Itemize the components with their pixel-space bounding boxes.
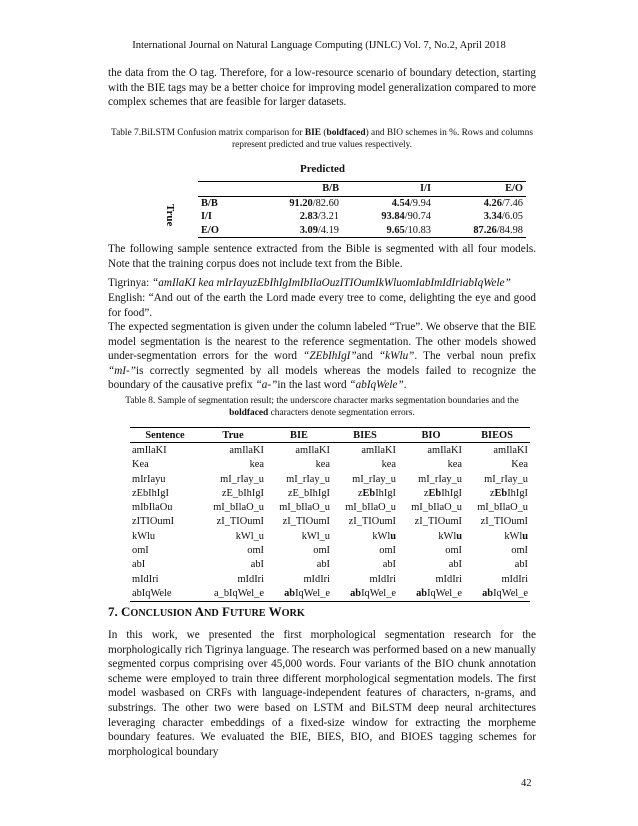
table8-cell [332, 572, 398, 586]
table7-cell [434, 196, 526, 210]
table8-cell-text: abI [514, 559, 528, 571]
table8-cell [130, 529, 200, 543]
table8-cell-text: IhIgI [441, 487, 462, 499]
table7-cell [342, 210, 434, 224]
tigrinya-line [108, 276, 536, 291]
table8-row [130, 543, 530, 557]
table8-cell-text: omI [511, 545, 528, 557]
table8-cell [398, 500, 464, 514]
table8-cell-text: zE_bIhIgI [287, 487, 330, 499]
table8-cell [266, 458, 332, 472]
table7-cell-bio-value: /10.83 [404, 224, 431, 236]
table8-cell [398, 586, 464, 601]
table8-error-segment: ab [482, 587, 494, 599]
table8-cell-text: mI_bIlaO_u [345, 502, 396, 514]
table8-row [130, 458, 530, 472]
table8-cell-text: IhIgI [375, 487, 396, 499]
table7-caption-mid: ( [321, 128, 327, 138]
table8-cell [398, 443, 464, 458]
table8-row [130, 529, 530, 543]
table8-cell [266, 443, 332, 458]
table8-cell [200, 458, 266, 472]
table8-row [130, 572, 530, 586]
table8-cell [130, 443, 200, 458]
table8-cell [464, 558, 530, 572]
analysis-word: “mI-” [108, 364, 136, 377]
table8-cell-text: abI [382, 559, 396, 571]
table8-cell [200, 472, 266, 486]
table8-cell-text: IhIgI [507, 487, 528, 499]
table8-cell [332, 443, 398, 458]
table8-cell-text: abI [448, 559, 462, 571]
table8-cell [332, 558, 398, 572]
table7-cell-bie-value: 3.09 [299, 224, 318, 236]
table8-cell-text: IqWel_e [427, 587, 462, 599]
table8-cell-text: kea [315, 459, 330, 471]
section-title-part: C [121, 604, 131, 619]
table8-cell-text: mI_rIay_u [286, 473, 330, 485]
table8-cell-text: IqWel_e [295, 587, 330, 599]
table8-cell-text: mIdIri [132, 573, 159, 585]
table7-cell [342, 196, 434, 210]
table8-col-header: BIES [332, 428, 398, 443]
table8-error-segment: u [522, 530, 528, 542]
table8-cell [398, 558, 464, 572]
table8-cell-text: amIlaKI [132, 444, 167, 456]
table7-cell [250, 210, 342, 224]
table7-cell [342, 224, 434, 238]
table7-cell [434, 210, 526, 224]
table8-cell [266, 515, 332, 529]
table8-row [130, 515, 530, 529]
table7-cell-bie-value: 4.26 [483, 197, 502, 209]
table8-cell [200, 486, 266, 500]
table8-cell [464, 486, 530, 500]
table7-row [198, 210, 526, 224]
table7-caption-bie: BIE [304, 128, 322, 138]
table8-cell-text: abI [132, 559, 146, 571]
section-title-part: ORK [281, 608, 305, 619]
table8-cell [398, 572, 464, 586]
table8-cell-text: abIqWele [132, 587, 172, 599]
table7-cell-bie-value: 87.26 [473, 224, 497, 236]
table8-cell-text: Kea [511, 459, 528, 471]
table7-cell-bie-value: 3.34 [483, 211, 502, 223]
table8-cell [464, 458, 530, 472]
table8-cell-text: abI [250, 559, 264, 571]
table7-col-header: B/B [250, 182, 342, 197]
table8-cell-text: mI_rIay_u [484, 473, 528, 485]
paragraph-intro: the data from the O tag. Therefore, for a low-resource scenario of boundary detection, starting with the BIE tags may be a better choice for improving model generalization compared to more complex schemes that are feasible for larger datasets. [108, 67, 536, 109]
table7-cell-bio-value: /7.46 [501, 197, 523, 209]
table8-error-segment: u [390, 530, 396, 542]
table8-cell [464, 586, 530, 601]
table8-cell [266, 586, 332, 601]
table8-cell-text: mI_bIlaO_u [411, 502, 462, 514]
table7-cell-bie-value: 93.84 [381, 211, 405, 223]
analysis-text: in the last word [277, 379, 350, 392]
table8-cell-text: amIlaKI [229, 444, 264, 456]
table7-cell-bie-value: 4.54 [391, 197, 410, 209]
section-title-part: UTURE [229, 608, 266, 619]
table7-cell-bie-value: 91.20 [289, 197, 313, 209]
table8-cell [398, 486, 464, 500]
table8-error-segment: Eb [428, 487, 442, 499]
table8-cell-text: Kea [132, 459, 149, 471]
table7-corner [198, 182, 250, 197]
table8-cell [464, 443, 530, 458]
table8-cell [130, 458, 200, 472]
table8-cell-text: kWl_u [235, 530, 264, 542]
segmentation-sample-table [130, 427, 530, 602]
section-number: 7. [108, 604, 121, 619]
tigrinya-sentence: “amIlaKI kea mIrIayuzEbIhIgImIbIlaOuzITIOumIkWluomIabImIdIriabIqWele” [152, 277, 511, 289]
table8-cell-text: mI_bIlaO_u [279, 502, 330, 514]
table8-cell [266, 486, 332, 500]
table7-cell-bie-value: 9.65 [386, 224, 405, 236]
table8-cell [200, 572, 266, 586]
analysis-word: “kWlu” [378, 350, 415, 363]
table8-col-header: Sentence [130, 428, 200, 443]
table8-cell-text: IqWel_e [361, 587, 396, 599]
table8-cell [200, 443, 266, 458]
journal-header: International Journal on Natural Language Computing (IJNLC) Vol. 7, No.2, April 2018 [132, 40, 506, 51]
table7-cell-bio-value: /90.74 [404, 211, 431, 223]
table8-cell-text: omI [445, 545, 462, 557]
table8-cell [266, 572, 332, 586]
table8-cell-text: kWl [372, 530, 391, 542]
table7-caption-pre: Table 7.BiLSTM Confusion matrix comparison for [111, 128, 305, 138]
table7-cell-bio-value: /82.60 [312, 197, 339, 209]
table8-cell-text: z [423, 487, 429, 499]
table8-col-header: BIO [398, 428, 464, 443]
table8-cell [266, 472, 332, 486]
table8-cell-text: kWl [504, 530, 523, 542]
table7-caption [108, 127, 536, 152]
table7-cell-bio-value: /3.21 [317, 211, 339, 223]
table7-cell [250, 224, 342, 238]
table7-col-header: E/O [434, 182, 526, 197]
table8-cell-text: kea [381, 459, 396, 471]
table8-cell [398, 472, 464, 486]
table8-cell-text: z [357, 487, 363, 499]
table8-cell [332, 500, 398, 514]
table8-cell [130, 500, 200, 514]
table8-cell [130, 515, 200, 529]
section-title-part: W [265, 604, 282, 619]
table8-cell [200, 529, 266, 543]
analysis-text: is correctly segmented by all models whereas the models failed to recognize the boundary of the causative prefix [108, 364, 536, 392]
table8-cell-text: kea [249, 459, 264, 471]
table7-cell-bio-value: /84.98 [496, 224, 523, 236]
table8-cell [464, 472, 530, 486]
table8-cell-text: zI_TIOumI [348, 516, 396, 528]
table8-error-segment: Eb [494, 487, 508, 499]
analysis-text: The expected segmentation is given under the column labeled “True”. We observe that the BIE model segmentation is the nearest to the reference segmentation. The other models showed under-segmentation errors for the word [108, 321, 536, 363]
table8-cell-text: zE_bIhIgI [221, 487, 264, 499]
table8-error-segment: u [456, 530, 462, 542]
table8-cell-text: mI_bIlaO_u [477, 502, 528, 514]
paragraph-analysis [108, 320, 536, 393]
table8-cell [200, 558, 266, 572]
table8-cell-text: mIdIri [501, 573, 528, 585]
table7-body [198, 196, 526, 238]
table7-row-header: E/O [198, 224, 250, 238]
table8-cell [130, 543, 200, 557]
table7-cell-bio-value: /9.94 [409, 197, 431, 209]
table8-cell-text: kea [447, 459, 462, 471]
table8-col-header: BIEOS [464, 428, 530, 443]
table7-row [198, 224, 526, 238]
table8-cell [464, 572, 530, 586]
analysis-word: “a-” [255, 379, 278, 392]
table7-caption-bold: boldfaced [326, 128, 366, 138]
table8-cell-text: zI_TIOumI [216, 516, 264, 528]
table8-cell-text: mIdIri [237, 573, 264, 585]
table8-cell [398, 515, 464, 529]
table8-cell-text: mI_bIlaO_u [213, 502, 264, 514]
table8-cell-text: abI [316, 559, 330, 571]
table8-cell-text: kWl [438, 530, 457, 542]
table8-cell [398, 529, 464, 543]
table8-row [130, 586, 530, 601]
table8-cell [266, 529, 332, 543]
table8-cell-text: mIdIri [369, 573, 396, 585]
table8-row [130, 443, 530, 458]
table8-cell [464, 529, 530, 543]
analysis-word: “abIqWele” [349, 379, 404, 392]
table7-header-row [198, 182, 526, 197]
table8-error-segment: ab [284, 587, 296, 599]
table8-cell [200, 515, 266, 529]
table7-col-header: I/I [342, 182, 434, 197]
table8-cell-text: zEbIhIgI [132, 487, 169, 499]
analysis-text: . The verbal noun prefix [414, 350, 537, 363]
table8-cell-text: mI_rIay_u [418, 473, 462, 485]
table8-cell-text: zI_TIOumI [480, 516, 528, 528]
table8-cell [266, 543, 332, 557]
section-heading [108, 604, 305, 620]
table8-cell [398, 458, 464, 472]
tigrinya-label: Tigrinya: [108, 277, 153, 289]
table8-cell [464, 515, 530, 529]
table8-cell [266, 500, 332, 514]
table8-cell [130, 558, 200, 572]
table8-header-row [130, 428, 530, 443]
table8-cell [332, 486, 398, 500]
table7-cell-bio-value: /4.19 [317, 224, 339, 236]
table8-error-segment: ab [350, 587, 362, 599]
table8-cell [332, 472, 398, 486]
table8-cell [332, 458, 398, 472]
table8-cell-text: amIlaKI [493, 444, 528, 456]
table8-cell-text: z [489, 487, 495, 499]
table8-body [130, 443, 530, 601]
paragraph-sample-intro: The following sample sentence extracted from the Bible is segmented with all four models. Note that the training corpus does not include text from the Bible. [108, 243, 536, 270]
table8-cell-text: amIlaKI [295, 444, 330, 456]
table8-cell [130, 472, 200, 486]
analysis-text: and [356, 350, 379, 363]
table7-cell-bio-value: /6.05 [501, 211, 523, 223]
table8-cell-text: a_bIqWel_e [214, 587, 264, 599]
table7-row-header: I/I [201, 211, 212, 223]
table8-cell-text: kWl_u [301, 530, 330, 542]
table8-row [130, 500, 530, 514]
page-number: 42 [521, 778, 532, 789]
table8-cell-text: mI_rIay_u [220, 473, 264, 485]
table8-caption-bold: boldfaced [229, 408, 269, 419]
table8-cell [266, 558, 332, 572]
table8-cell-text: zITIOumI [132, 516, 175, 528]
table8-cell [200, 543, 266, 557]
table7-cell [250, 196, 342, 210]
table8-col-header: True [200, 428, 266, 443]
predicted-label: Predicted [300, 163, 346, 175]
table8-cell [464, 500, 530, 514]
table8-cell-text: IqWel_e [493, 587, 528, 599]
true-label: True [164, 204, 176, 227]
table8-cell-text: mIrIayu [132, 473, 166, 485]
table8-cell-text: mI_rIay_u [352, 473, 396, 485]
table8-error-segment: ab [416, 587, 428, 599]
table8-cell [130, 572, 200, 586]
section-title-part: ND [204, 608, 219, 619]
table8-caption-pre: Table 8. Sample of segmentation result; the underscore character marks segmentation boundaries and the [125, 396, 519, 406]
table8-cell-text: amIlaKI [361, 444, 396, 456]
english-translation: English: “And out of the earth the Lord made every tree to come, delighting the eye and good for food”. [108, 292, 536, 319]
table8-cell [464, 543, 530, 557]
table8-cell-text: mIdIri [435, 573, 462, 585]
table8-cell-text: omI [132, 545, 149, 557]
table7-row [198, 196, 526, 210]
table8-cell [332, 529, 398, 543]
table8-cell [130, 586, 200, 601]
table8-cell-text: omI [313, 545, 330, 557]
paragraph-conclusion: In this work, we presented the first morphological segmentation research for the morphologically rich Tigrinya language. The research was performed based on a new manually segmented corpus comprising over 45,000 words. Four variants of the BIO chunk annotation scheme were employed to train three different morphological segmentation models. The first model wasbased on CRFs with language-independent features of characters, n-grams, and substrings. The other two were based on LSTM and BiLSTM deep neural architectures leveraging character embeddings of a fixed-size window for extracting the morpheme boundary features. We evaluated the BIE, BIES, BIO, and BIOES tagging schemes for morphological boundary [108, 629, 536, 758]
table8-row [130, 472, 530, 486]
analysis-text: . [403, 379, 407, 392]
table8-cell-text: mIdIri [303, 573, 330, 585]
table8-cell-text: omI [247, 545, 264, 557]
table8-cell-text: mIbIlaOu [132, 502, 173, 514]
table8-cell [398, 543, 464, 557]
table7-cell [434, 224, 526, 238]
table8-caption [108, 395, 536, 420]
table8-row [130, 486, 530, 500]
table7-cell-bie-value: 2.83 [299, 211, 318, 223]
table7-row-header: B/B [201, 197, 218, 209]
table7-caption-post: ) and BIO schemes in %. Rows and columns represent predicted and true values respectively. [231, 128, 533, 151]
table8-cell [200, 500, 266, 514]
table8-cell [332, 543, 398, 557]
section-title-part: A [192, 604, 205, 619]
table8-cell-text: kWlu [132, 530, 156, 542]
table8-cell [130, 486, 200, 500]
analysis-word: “ZEbIhIgI” [303, 350, 357, 363]
table8-error-segment: Eb [362, 487, 376, 499]
table8-row [130, 558, 530, 572]
table8-col-header: BIE [266, 428, 332, 443]
section-title-part: F [218, 604, 230, 619]
table8-cell [200, 586, 266, 601]
confusion-matrix-table [198, 181, 526, 238]
table8-cell-text: zI_TIOumI [414, 516, 462, 528]
table8-cell [332, 586, 398, 601]
table8-cell-text: omI [379, 545, 396, 557]
table8-cell-text: amIlaKI [427, 444, 462, 456]
section-title-part: ONCLUSION [130, 608, 193, 619]
table8-caption-post: characters denote segmentation errors. [268, 408, 415, 419]
table8-cell-text: zI_TIOumI [282, 516, 330, 528]
table8-cell [332, 515, 398, 529]
